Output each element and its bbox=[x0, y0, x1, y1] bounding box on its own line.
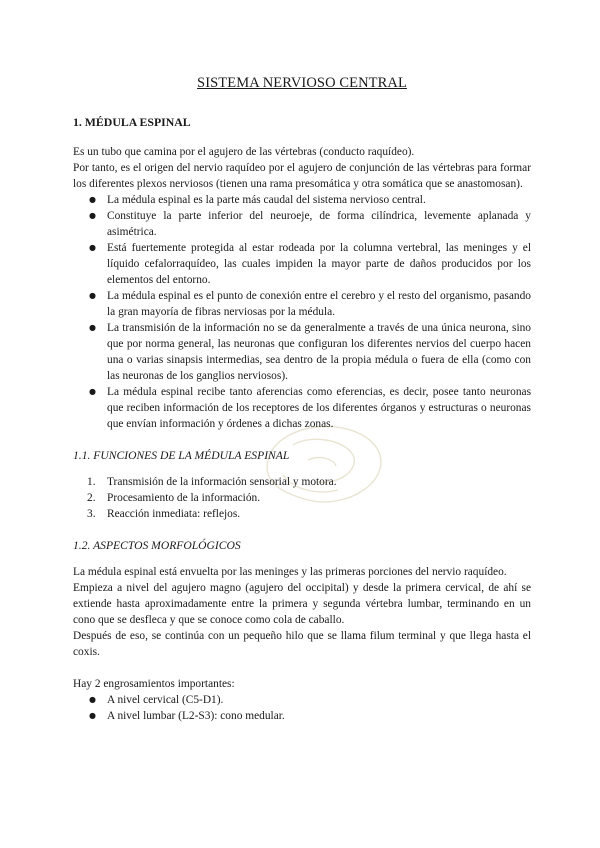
intro-paragraph: Es un tubo que camina por el agujero de las vértebras (conducto raquídeo). bbox=[73, 146, 415, 158]
bullet-item: ● La médula espinal recibe tanto aferencias como eferencias, es decir, posee tanto neuronas que reciben información de los receptores de los diferentes órganos y estructuras o neuronas que envían información y órdenes a dichas zonas. bbox=[107, 384, 531, 432]
item-text: Procesamiento de la información. bbox=[107, 492, 261, 504]
item-number: 3. bbox=[87, 508, 96, 520]
item-number: 2. bbox=[87, 492, 96, 504]
numbered-item bbox=[87, 506, 531, 522]
bullet-item: ● La médula espinal es la parte más caudal del sistema nervioso central. bbox=[107, 192, 531, 208]
item-number: 1. bbox=[87, 476, 96, 488]
item-text: Transmisión de la información sensorial y motora. bbox=[107, 476, 337, 488]
item-text: Reacción inmediata: reflejos. bbox=[107, 508, 241, 520]
bullet-item: ● A nivel cervical (C5-D1). bbox=[107, 692, 531, 708]
page-title: SISTEMA NERVIOSO CENTRAL bbox=[197, 75, 407, 91]
bullet-item: ● Está fuertemente protegida al estar rodeada por la columna vertebral, las meninges y el líquido cefalorraquídeo, las cuales impiden la mayor parte de daños producidos por los elementos del entorno. bbox=[107, 240, 531, 288]
morphology-paragraph: Empieza a nivel del agujero magno (agujero del occipital) y desde la primera cervical, de ahí se extiende hasta aproximadamente entre la primera y segunda vértebra lumbar, terminando en un cono que se desfleca y que se conoce como cola de caballo. bbox=[73, 582, 531, 626]
medula-bullet-list bbox=[73, 192, 531, 432]
numbered-item bbox=[87, 474, 531, 490]
bullet-item: ● La médula espinal es el punto de conexión entre el cerebro y el resto del organismo, pasando la gran mayoría de fibras nerviosas por la médula. bbox=[107, 288, 531, 320]
funciones-numbered-list bbox=[73, 474, 531, 522]
subsection-heading-funciones: 1.1. FUNCIONES DE LA MÉDULA ESPINAL bbox=[73, 449, 290, 462]
document-content bbox=[73, 74, 531, 740]
spacer bbox=[73, 660, 531, 676]
intro-paragraph: Por tanto, es el origen del nervio raquídeo por el agujero de conjunción de las vértebras para formar los diferentes plexos nerviosos (tienen una rama presomática y otra somática que se anastomosan). bbox=[73, 162, 531, 190]
enlargements-bullet-list bbox=[73, 692, 531, 724]
bullet-item: ● La transmisión de la información no se da generalmente a través de una única neurona, sino que por norma general, las neuronas que configuran los diferentes nervios del cuerpo hacen una o varias sinapsis intermedias, sea dentro de la propia médula o fuera de ella (como con las neuronas de los ganglios nerviosos). bbox=[107, 320, 531, 384]
subsection-heading-aspectos: 1.2. ASPECTOS MORFOLÓGICOS bbox=[73, 539, 241, 552]
bullet-item: ● A nivel lumbar (L2-S3): cono medular. bbox=[107, 708, 531, 724]
morphology-paragraph: La médula espinal está envuelta por las meninges y las primeras porciones del nervio raquídeo. bbox=[73, 566, 507, 578]
numbered-item bbox=[87, 490, 531, 506]
morphology-paragraph: Después de eso, se continúa con un pequeño hilo que se llama filum terminal y que llega hasta el coxis. bbox=[73, 630, 531, 658]
enlargements-intro: Hay 2 engrosamientos importantes: bbox=[73, 678, 235, 690]
section-heading-medula-espinal: 1. MÉDULA ESPINAL bbox=[73, 115, 191, 129]
bullet-item: ● Constituye la parte inferior del neuroeje, de forma cilíndrica, levemente aplanada y asimétrica. bbox=[107, 208, 531, 240]
